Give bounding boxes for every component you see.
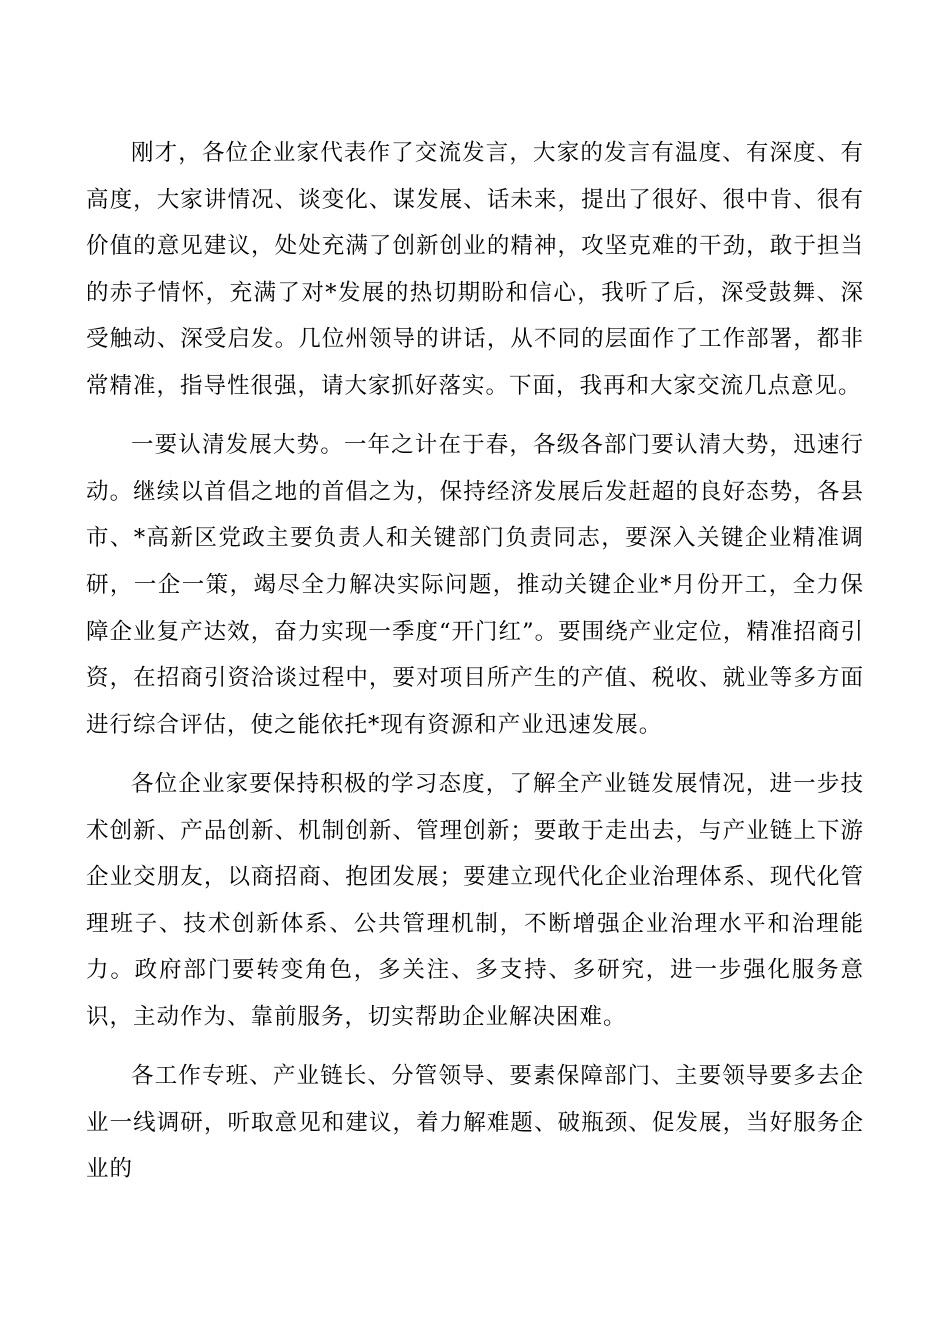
paragraph-development-trend: 一要认清发展大势。一年之计在于春，各级各部门要认清大势，迅速行动。继续以首倡之地的首倡之为，保持经济发展后发赶超的良好态势，各县市、*高新区党政主要负责人和关键部门负责同志，要深入关键企业精准调研，一企一策，竭尽全力解决实际问题，推动关键企业*月份开工，全力保障企业复产达效，奋力实现一季度“开门红”。要围绕产业定位，精准招商引资，在招商引资洽谈过程中，要对项目所产生的产值、税收、就业等多方面进行综合评估，使之能依托*现有资源和产业迅速发展。 xyxy=(86,432,864,738)
paragraph-opening: 刚才，各位企业家代表作了交流发言，大家的发言有温度、有深度、有高度，大家讲情况、谈变化、谋发展、话未来，提出了很好、很中肯、很有价值的意见建议，处处充满了创新创业的精神，攻坚克难的干劲，敢于担当的赤子情怀，充满了对*发展的热切期盼和信心，我听了后，深受鼓舞、深受触动、深受启发。几位州领导的讲话，从不同的层面作了工作部署，都非常精准，指导性很强，请大家抓好落实。下面，我再和大家交流几点意见。 xyxy=(86,140,864,399)
paragraph-entrepreneurs: 各位企业家要保持积极的学习态度，了解全产业链发展情况，进一步技术创新、产品创新、机制创新、管理创新；要敢于走出去，与产业链上下游企业交朋友，以商招商、抱团发展；要建立现代化企业治理体系、现代化管理班子、技术创新体系、公共管理机制，不断增强企业治理水平和治理能力。政府部门要转变角色，多关注、多支持、多研究，进一步强化服务意识，主动作为、靠前服务，切实帮助企业解决困难。 xyxy=(86,770,864,1030)
document-body xyxy=(86,130,864,1205)
paragraph-work-teams: 各工作专班、产业链长、分管领导、要素保障部门、主要领导要多去企业一线调研，听取意见和建议，着力解难题、破瓶颈、促发展，当好服务企业的 xyxy=(86,1063,864,1183)
